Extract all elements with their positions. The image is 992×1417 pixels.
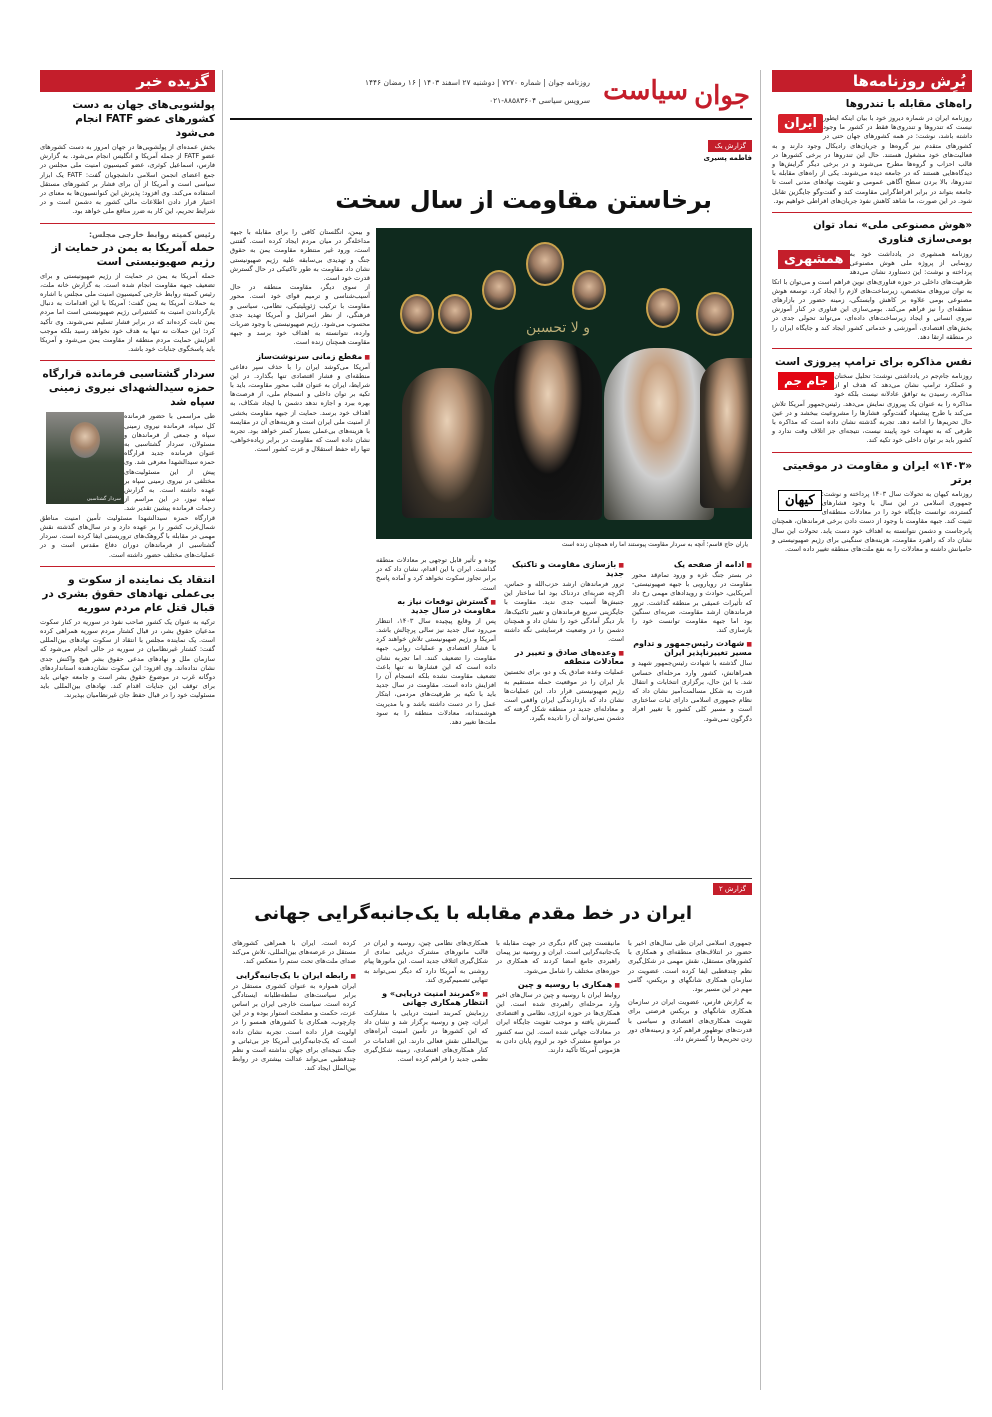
issue-line: روزنامه جوان | شماره ۷۲۷۰ | دوشنبه ۲۷ اسفند ۱۴۰۳ | ۱۶ رمضان ۱۴۴۶ xyxy=(364,78,590,87)
article-column-left xyxy=(230,228,370,455)
martyr-portrait xyxy=(646,288,680,328)
source-logo: همشهری xyxy=(778,250,850,269)
news-body: ترکیه به عنوان یک کشور صاحب نفوذ در سوریه در کنار سکوت مدعیان حقوق بشر، در قبال کشتار مردم سوریه همراهی کرده است. یک نماینده مجلس با انتقاد از سکوت نهادهای بین‌المللی گفت: کشتار غیرنظامیان در سوریه در حالی انجام می‌شود که سازمان ملل و نهادهای مدعی حقوق بشر هیچ واکنش جدی نشان نداده‌اند. وی افزود: این سکوت نشان‌دهنده استانداردهای دوگانه غرب در موضوع حقوق بشر است و جامعه جهانی باید برای توقف این جنایات اقدام کند. نهادهای بین‌المللی باید مسئولیت خود را در قبال حفظ جان غیرنظامیان بپذیرند. xyxy=(40,617,215,700)
article-paragraph: روابط ایران با روسیه و چین در سال‌های اخیر وارد مرحله‌ای راهبردی شده است. این همکاری‌ها در حوزه انرژی، نظامی و اقتصادی گسترش یافته و موجب تقویت جایگاه ایران در معادلات جهانی شده است. این سه کشور در مواضع مشترک خود بر لزوم پایان دادن به هژمونی آمریکا تأکید دارند. xyxy=(496,990,620,1055)
article-paragraph: عملیات وعده صادق یک و دو، برای نخستین بار ایران را در موقعیت حمله مستقیم به رژیم صهیونیستی قرار داد. این عملیات‌ها نشان داد که بازدارندگی ایران واقعی است و معادله‌ای جدید در منطقه شکل گرفته که دشمن نمی‌تواند آن را نادیده بگیرد. xyxy=(504,668,624,723)
portrait-large xyxy=(604,348,714,520)
masthead xyxy=(230,70,752,120)
article-column xyxy=(232,939,356,1074)
press-item-2 xyxy=(772,219,972,342)
subheading: ■ شهادت رئیس‌جمهور و تداوم مسیر تغییرناپذیر ایران xyxy=(632,639,752,657)
article-column xyxy=(496,939,620,1055)
article-paragraph: بوده و تأثیر قابل توجهی بر معادلات منطقه گذاشت. ایران با این اقدام، نشان داد که در برابر تجاوز سکوت نخواهد کرد و آماده پاسخ است. xyxy=(376,556,496,592)
article-column xyxy=(364,939,488,1064)
article-column xyxy=(376,556,496,727)
masthead-rule xyxy=(230,118,752,120)
divider xyxy=(772,212,972,213)
martyr-portrait xyxy=(400,294,434,334)
press-item-body: روزنامه جام‌جم در یادداشتی نوشت: تحلیل سخنان و عملکرد ترامپ نشان می‌دهد که هدف او از مذاکره، رسیدن به توافق عادلانه نیست بلکه خود مذاکره را به عنوان یک پیروزی نمایش می‌دهد. رئیس‌جمهور آمریکا تلاش می‌کند با طرح پیشنهاد گفت‌وگو، فشارها را مشروعیت ببخشد و در عین حال تحریم‌ها را ادامه دهد. تجربه گذشته نشان داده است که مذاکره با طرفی که به تعهدات خود پایبند نیست، نتیجه‌ای جز اتلاف وقت ندارد و کشور باید بر توان داخلی خود تکیه کند. xyxy=(772,372,972,445)
article-paragraph: از سوی دیگر، مقاومت منطقه در حال آسیب‌شناسی و ترمیم قوای خود است. محور مقاومت با ترکیب ژئوپلیتیکی، نظامی، سیاسی و فرهنگی، از نظر اسرائیل و آمریکا تهدید جدی محسوب می‌شود. رژیم صهیونیستی با وجود ضربات وارده، نتوانسته به اهداف خود برسد و جبهه مقاومت همچنان زنده است. xyxy=(230,283,370,347)
press-item-headline: راه‌های مقابله با تندروها xyxy=(845,98,972,110)
article-paragraph: جمهوری اسلامی ایران طی سال‌های اخیر با حضور در انتلاف‌های منطقه‌ای و همکاری با کشورهای مستقل، نقش مهمی در شکل‌گیری نظم چندقطبی ایفا کرده است. عضویت در سازمان همکاری شانگهای و بریکس، گامی مهم در این مسیر بود. xyxy=(628,939,752,994)
subheading: ■ رابطه ایران با یک‌جانبه‌گرایی xyxy=(232,971,356,980)
subheading: ■ گسترش توقعات نیاز به مقاومت در سال جدید xyxy=(376,597,496,615)
news-body: حمله آمریکا به یمن در حمایت از رژیم صهیونیستی و برای تضعیف جبهه مقاومت انجام شده است. به گزارش خانه ملت، رئیس کمیته روابط خارجی کمیسیون امنیت ملی مجلس با اشاره به حملات آمریکا به یمن گفت: آمریکا با این اقدامات به دنبال بازگرداندن امنیت به کشتیرانی رژیم صهیونیستی است اما مردم یمن ثابت کرده‌اند که در برابر فشار تسلیم نمی‌شوند. وی تأکید کرد: این حملات نه تنها به هدف خود نخواهد رسید بلکه موجب افزایش حمایت مردم منطقه از مقاومت یمن می‌شود و آمریکا باید پاسخگوی جنایات خود باشد. xyxy=(40,271,215,354)
article-column xyxy=(628,939,752,1044)
source-logo: جام جم xyxy=(778,372,834,390)
report-two-headline: ایران در خط مقدم مقابله با یک‌جانبه‌گرایی جهانی xyxy=(254,903,692,924)
news-item-2 xyxy=(40,230,215,355)
report-tag: گزارش یک xyxy=(708,140,752,152)
news-headline: پولشویی‌های جهان به دست کشورهای عضو FATF انجام می‌شود xyxy=(72,99,215,139)
source-logo: کیهان xyxy=(778,490,822,511)
article-paragraph: کرده است. ایران با همراهی کشورهای مستقل در عرصه‌های بین‌المللی، تلاش می‌کند صدای ملت‌های تحت ستم را منعکس کند. xyxy=(232,939,356,966)
report-two xyxy=(230,883,752,1383)
report-tag: گزارش ۲ xyxy=(713,883,752,895)
article-paragraph: ترور فرماندهان ارشد حزب‌الله و حماس، اگرچه ضربه‌ای دردناک بود اما ساختار این جنبش‌ها آسیب جدی ندید. مقاومت با جایگزینی سریع فرماندهان و تغییر تاکتیک‌ها، بار دیگر آمادگی خود را نشان داد و همچنان دشمن را در وضعیت فرسایشی نگه داشته است. xyxy=(504,580,624,644)
svg-text:جوان: جوان xyxy=(694,81,750,111)
article-paragraph: پس از وقایع پیچیده سال ۱۴۰۳، انتظار می‌رود سال جدید نیز سالی پرچالش باشد. آمریکا و رژیم صهیونیستی تلاش خواهند کرد با فشار اقتصادی و عملیات روانی، جبهه مقاومت را تضعیف کنند. اما تجربه نشان داده است که این فشارها نه تنها باعث تضعیف مقاومت نشده بلکه انسجام آن را افزایش داده است. مقاومت در سال جدید باید با تکیه بر ظرفیت‌های مردمی، ابتکار عمل را در دست داشته باشد و با مدیریت هوشمندانه، معادلات منطقه را به سود ملت‌ها تغییر دهد. xyxy=(376,616,496,727)
divider xyxy=(772,348,972,349)
news-headline: حمله آمریکا به یمن در حمایت از رژیم صهیونیستی است xyxy=(51,241,215,268)
portrait-face xyxy=(70,422,100,458)
article-paragraph: آمریکا می‌کوشد ایران را با حذف سپر دفاعی منطقه‌ای و فشار اقتصادی تنها بگذارد. در این شرایط، ایران به عنوان قلب محور مقاومت، باید با تکیه بر توان داخلی و انسجام ملی، از فرصت‌ها بهره ببرد و اجازه ندهد دشمن با ایجاد شکاف، به اهداف خود برسد. حمایت از جبهه مقاومت بخشی از امنیت ملی ایران است و هزینه‌های آن در مقایسه با هزینه‌های بی‌عملی بسیار کمتر خواهد بود. تجربه نشان داده است که مقاومت در برابر زیاده‌خواهی، تنها راه حفظ استقلال و عزت کشور است. xyxy=(230,362,370,454)
source-logo: ایران xyxy=(778,114,823,133)
subheading: ■ بازسازی مقاومت و تاکتیک جدید xyxy=(504,560,624,578)
press-item-body: روزنامه همشهری در یادداشت خود به رونمایی از پروژه ملی هوش مصنوعی پرداخته و نوشت: این دستاورد نشان می‌دهد ظرفیت‌های داخلی در حوزه فناوری‌های نوین فراهم است و می‌توان با اتکا به توان نیروهای متخصص، زیرساخت‌های لازم را ایجاد کرد. توسعه هوش مصنوعی بومی علاوه بر کاهش وابستگی، زمینه حضور در بازارهای منطقه‌ای را نیز فراهم می‌کند. بومی‌سازی این فناوری در کنار آموزش نیروی انسانی و ایجاد زیرساخت‌های داده‌ای، می‌تواند تحولی جدی در بخش‌های اقتصادی، آموزشی و خدماتی کشور ایجاد کند و جایگاه ایران را در منطقه ارتقا دهد. xyxy=(771,250,972,341)
press-review-title: بُرِش روزنامه‌ها xyxy=(772,70,972,92)
portrait-large xyxy=(402,368,492,518)
news-brief-title: گزیده خبر xyxy=(40,70,215,92)
martyr-portrait xyxy=(438,294,472,334)
page-section-name: سیاست xyxy=(603,76,688,106)
column-divider xyxy=(760,70,761,1390)
news-brief-column xyxy=(40,70,215,701)
photo-label: سردار گشتاسبی xyxy=(86,496,121,503)
subheading: ■ مقطع زمانی سرنوشت‌ساز xyxy=(230,352,370,361)
main-report xyxy=(230,140,752,860)
press-item-4 xyxy=(772,459,972,554)
article-paragraph: ایران همواره به عنوان کشوری مستقل در برابر سیاست‌های سلطه‌طلبانه ایستادگی کرده است. سیاست خارجی ایران بر اساس عزت، حکمت و مصلحت استوار بوده و در این چارچوب، همکاری با کشورهای همسو را در اولویت قرار داده است. تجربه نشان داده است که یک‌جانبه‌گرایی آمریکا جز بی‌ثباتی و جنگ نتیجه‌ای برای جهان نداشته است و نظم چندقطبی می‌تواند عدالت بیشتری در روابط بین‌الملل ایجاد کند. xyxy=(232,981,356,1073)
article-paragraph: و بیمن، انگلستان کافی را برای مقابله با جبهه مداخله‌گر در میان مردم ایجاد کرده است. گفتنی است، ورود غیر منتظره مقاومت یمن به حقوق جنگ و تهدیدی بی‌سابقه علیه رژیم صهیونیستی نشان داد مقاومت به طور تاکتیکی در حال گسترش قدرت خود است. xyxy=(230,228,370,283)
article-column xyxy=(504,556,624,724)
section-divider xyxy=(230,878,752,879)
article-paragraph: در بستر جنگ غزه و ورود تمام‌قد محور مقاومت در رویارویی با جبهه صهیونیستی-آمریکایی، حوادث و رویدادهای مهمی رخ داد که تأثیرات عمیقی بر منطقه گذاشت. ترور فرماندهان ارشد مقاومت، ضربه‌ای سنگین بود اما جبهه مقاومت توانست خود را بازسازی کند. xyxy=(632,571,752,635)
news-headline: انتقاد یک نماینده از سکوت و بی‌عملی نهادهای حقوق بشری در قبال قتل عام مردم سوریه xyxy=(42,573,215,614)
press-item-body: روزنامه ایران در شماره دیروز خود با بیان اینکه ایطور نیست که تندروها و تندروی‌ها فقط در کشور ما وجود داشته باشد، نوشت: در همه کشورهای جهان حتی در کشورهای متقدم نیز گروه‌ها و جریان‌های رادیکال وجود دارند و به فعالیت‌های خود مشغول هستند. حال این تندروها در برخی کشورها در قالب احزاب و گروه‌ها مطرح می‌شوند و در برخی دیگر گرایش‌ها و دیدگاه‌هایی هستند که در جامعه دیده می‌شوند. یکی از راه‌های مقابله با تندروها، بالا بردن سطح آگاهی عمومی و تقویت نهادهای مدنی است تا جامعه بتواند در برابر افراط‌گرایی مقاومت کند و گفت‌وگو جایگزین تقابل شود. در این صورت، ما شاهد کاهش نفوذ جریان‌های افراطی خواهیم بود. xyxy=(772,114,972,205)
press-item-headline: «۱۴۰۳» ایران و مقاومت در موقعیتی برتر xyxy=(782,459,972,486)
press-item-headline: «هوش مصنوعی ملی» نماد توان بومی‌سازی فناوری xyxy=(813,220,972,246)
news-body: طی مراسمی با حضور فرمانده کل سپاه، فرمانده نیروی زمینی سپاه و جمعی از فرماندهان و مسئولان، سردار گشتاسبی به عنوان فرمانده جدید قرارگاه حمزه سیدالشهدا معرفی شد. وی پیش از این مسئولیت‌های مختلفی در نیروی زمینی سپاه بر عهده داشته است. به گزارش سپاه نیوز، در این مراسم از زحمات فرمانده پیشین تقدیر شد. قرارگاه حمزه سیدالشهدا مسئولیت تأمین امنیت مناطق شمال‌غرب کشور را بر عهده دارد و در سال‌های گذشته نقش مهمی در مقابله با گروهک‌های تروریستی ایفا کرده است. سردار گشتاسبی از فرماندهان دوران دفاع مقدس است و در عملیات‌های مختلف حضور داشته است. xyxy=(40,412,215,559)
news-headline: سردار گشتاسبی فرمانده قرارگاه حمزه سیدالشهدای نیروی زمینی سپاه شد xyxy=(42,368,215,409)
article-paragraph: رزمایش کمربند امنیت دریایی با مشارکت ایران، چین و روسیه برگزار شد و نشان داد که این کشورها در تأمین امنیت آبراه‌های بین‌المللی نقش فعالی دارند. این اقدامات در کنار همکاری‌های اقتصادی، زمینه شکل‌گیری نظمی جدید را فراهم کرده است. xyxy=(364,1009,488,1064)
column-divider xyxy=(222,70,223,1390)
service-line: سرویس سیاسی ۸۸۵۸۳۶۰۴-۰۲۱ xyxy=(489,96,590,105)
martyr-portrait xyxy=(572,270,606,310)
resistance-poster-photo xyxy=(376,228,752,550)
press-review-column xyxy=(772,70,972,554)
subheading: ■ وعده‌های صادق و تغییر در معادلات منطقه xyxy=(504,648,624,666)
divider xyxy=(772,452,972,453)
photo-caption: یاران حاج قاسم؛ آنچه به سردار مقاومت پیوستند اما راه همچنان زنده است xyxy=(376,539,752,550)
article-paragraph: همکاری‌های نظامی چین، روسیه و ایران در قالب مانورهای مشترک دریایی نمادی از شکل‌گیری ائتلاف جدید است. این مانورها پیام روشنی به آمریکا دارد که دیگر نمی‌تواند به تنهایی تصمیم‌گیری کند. xyxy=(364,939,488,984)
portrait-photo xyxy=(46,412,124,504)
portrait-large xyxy=(700,358,752,508)
subheading: ■ همکاری با روسیه و چین xyxy=(496,980,620,989)
poster-calligraphy: و لا تحسبن xyxy=(526,320,590,336)
martyr-portrait xyxy=(482,270,516,310)
divider xyxy=(40,566,215,567)
press-item-1 xyxy=(772,97,972,206)
press-item-3 xyxy=(772,355,972,446)
article-column xyxy=(632,556,752,724)
divider xyxy=(40,223,215,224)
press-item-headline: نفس مذاکره برای ترامپ پیروزی است xyxy=(774,356,972,369)
press-item-body: روزنامه کیهان به تحولات سال ۱۴۰۳ پرداخته و نوشت: جمهوری اسلامی در این سال با وجود فشارهای گسترده، توانست جایگاه خود را در معادلات منطقه‌ای تثبیت کند. جبهه مقاومت با وجود از دست دادن برخی فرماندهان، همچنان پابرجاست و دشمن نتوانسته به اهداف خود دست یابد. تحولات این سال نشان داد که راهبرد مقاومت، هزینه‌های سنگینی برای رژیم صهیونیستی و حامیانش داشته و معادلات را به نفع ملت‌های منطقه تغییر داده است. xyxy=(772,489,972,553)
author-name: فاطمه پسیری xyxy=(703,154,752,162)
article-paragraph: سال گذشته با شهادت رئیس‌جمهور شهید و همراهانش، کشور وارد مرحله‌ای حساس شد. با این حال، برگزاری انتخابات و انتقال قدرت به شکل مسالمت‌آمیز نشان داد که نظام جمهوری اسلامی دارای ثبات ساختاری است و مسیر کلی کشور با تغییر افراد دگرگون نمی‌شود. xyxy=(632,659,752,723)
news-item-1 xyxy=(40,98,215,217)
article-paragraph: مانیفست چین گام دیگری در جهت مقابله با یک‌جانبه‌گرایی است. ایران و روسیه نیز پیمان راهبردی جامع امضا کردند که همکاری در حوزه‌های مختلف را شامل می‌شود. xyxy=(496,939,620,975)
divider xyxy=(40,360,215,361)
news-item-4 xyxy=(40,573,215,701)
article-section xyxy=(230,228,370,283)
subheading: ■ «کمربند امنیت دریایی» و انتظار همکاری جهانی xyxy=(364,989,488,1007)
subheading: ■ ادامه از صفحه یک xyxy=(632,560,752,569)
news-body: بخش عمده‌ای از پولشویی‌ها در جهان امروز به دست کشورهای عضو FATF از جمله آمریکا و انگلیس انجام می‌شود. به گزارش فارس، اسماعیل کوثری، عضو کمیسیون امنیت ملی مجلس در جمع اعضای انجمن اسلامی دانشجویان گفت: FATF یک ابزار سیاسی است و آمریکا از آن برای فشار بر کشورهای مستقل استفاده می‌کند. وی افزود: پذیرش این کنوانسیون‌ها به معنای در اختیار قرار دادن اطلاعات مالی کشور به دشمن است و در شرایط تحریم، این کار به ضرر منافع ملی خواهد بود. xyxy=(40,143,216,216)
martyr-portrait xyxy=(526,242,564,286)
news-item-3 xyxy=(40,367,215,559)
javan-logo xyxy=(692,72,752,116)
portrait-large xyxy=(494,340,602,520)
martyr-portrait xyxy=(696,292,734,336)
article-section xyxy=(230,352,370,455)
article-paragraph: به گزارش فارس، عضویت ایران در سازمان همکاری شانگهای و بریکس فرصتی برای تقویت همکاری‌های اقتصادی و سیاسی با قدرت‌های نوظهور فراهم کرد و زمینه‌های دور زدن تحریم‌ها را گسترش داد. xyxy=(628,998,752,1044)
article-section xyxy=(230,283,370,347)
news-kicker: رئیس کمیته روابط خارجی مجلس: xyxy=(89,229,215,239)
main-headline: برخاستن مقاومت از سال سخت xyxy=(335,186,712,215)
